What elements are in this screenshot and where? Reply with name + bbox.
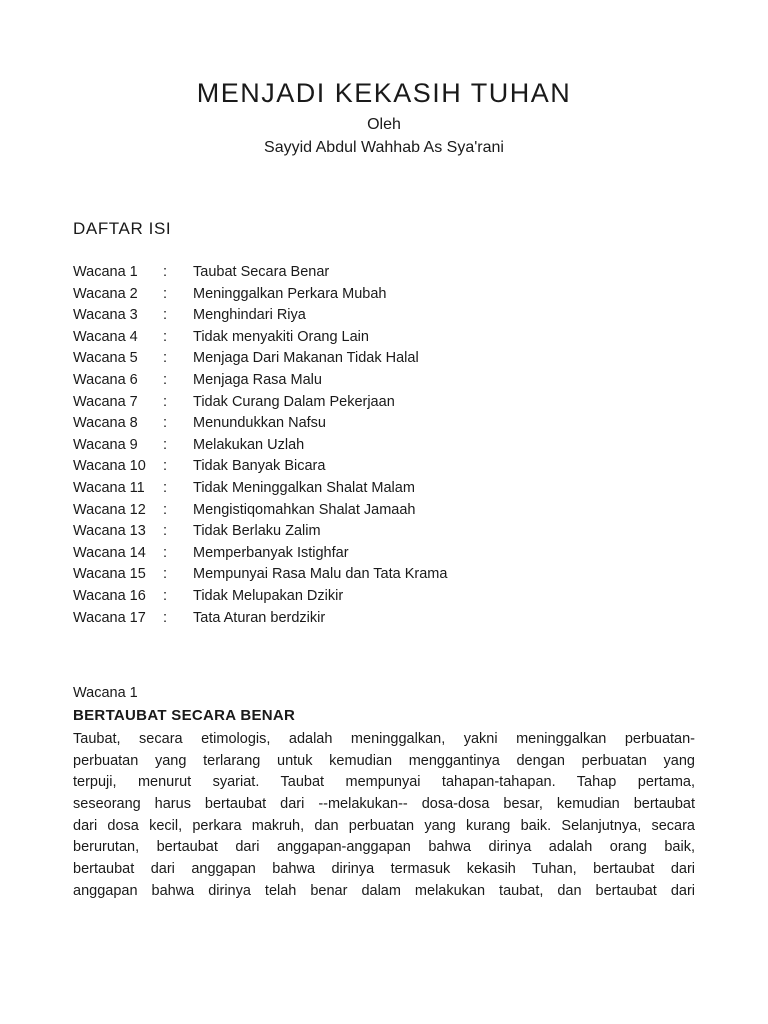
toc-item <box>73 284 693 306</box>
toc-item <box>73 370 693 392</box>
toc-item <box>73 478 693 500</box>
toc-item-title: Tidak Curang Dalam Pekerjaan <box>193 393 395 410</box>
paragraph-line: dari dosa kecil, perkara makruh, dan perbuatan yang kurang baik. Selanjutnya, secara <box>73 817 695 834</box>
toc-item-title: Tata Aturan berdzikir <box>193 609 326 626</box>
toc-item <box>73 413 693 435</box>
toc-item-title: Tidak menyakiti Orang Lain <box>193 328 369 345</box>
toc-item-number: Wacana 17 <box>73 609 146 626</box>
paragraph-line: berurutan, bertaubat dari anggapan-anggapan bahwa dirinya adalah orang baik, <box>73 839 695 856</box>
toc-item-separator: : <box>163 264 168 280</box>
paragraph-line: Taubat, secara etimologis, adalah meninggalkan, yakni meninggalkan perbuatan- <box>73 731 695 747</box>
toc-item <box>73 500 693 522</box>
paragraph-line: seseorang harus bertaubat dari --melakukan-- dosa-dosa besar, kemudian bertaubat <box>73 796 695 813</box>
toc-item-separator: : <box>163 350 168 367</box>
toc-item <box>73 543 693 565</box>
toc-heading: DAFTAR ISI <box>73 219 172 238</box>
toc-item-title: Mengistiqomahkan Shalat Jamaah <box>193 501 416 518</box>
toc-item-number: Wacana 4 <box>73 328 138 345</box>
toc-item <box>73 327 693 349</box>
toc-item-number: Wacana 7 <box>73 393 138 410</box>
paragraph-line: terpuji, menurut syariat. Taubat mempunyai tahapan-tahapan. Tahap pertama, <box>73 774 695 791</box>
toc-item-title: Tidak Melupakan Dzikir <box>193 587 344 604</box>
toc-item-number: Wacana 2 <box>73 285 138 302</box>
toc-item-separator: : <box>163 371 168 388</box>
toc-item-separator: : <box>163 458 168 475</box>
document-title: MENJADI KEKASIH TUHAN <box>196 78 572 108</box>
toc-item-separator: : <box>163 307 168 324</box>
toc-item-title: Menghindari Riya <box>193 307 306 324</box>
table-of-contents <box>73 262 693 629</box>
paragraph-line: perbuatan yang terlarang untuk kemudian menggantinya dengan perbuatan yang <box>73 752 695 769</box>
toc-item <box>73 262 693 284</box>
toc-item-number: Wacana 1 <box>73 264 138 280</box>
toc-item <box>73 521 693 543</box>
toc-item-separator: : <box>163 479 168 496</box>
toc-item-separator: : <box>163 587 168 604</box>
section-heading: BERTAUBAT SECARA BENAR <box>73 707 296 724</box>
toc-item-separator: : <box>163 609 168 626</box>
toc-item-number: Wacana 16 <box>73 587 146 604</box>
toc-item <box>73 456 693 478</box>
toc-item-number: Wacana 8 <box>73 415 138 432</box>
toc-item-number: Wacana 10 <box>73 458 146 475</box>
toc-item-separator: : <box>163 436 168 453</box>
toc-item-title: Tidak Banyak Bicara <box>193 458 326 475</box>
section-body <box>73 729 695 903</box>
toc-item <box>73 435 693 457</box>
toc-item-separator: : <box>163 566 168 583</box>
toc-item-number: Wacana 15 <box>73 566 146 583</box>
by-label: Oleh <box>367 116 401 133</box>
toc-item-number: Wacana 13 <box>73 523 146 540</box>
paragraph-line: bertaubat dari anggapan bahwa dirinya termasuk kekasih Tuhan, bertaubat dari <box>73 861 695 878</box>
toc-item-separator: : <box>163 523 168 540</box>
toc-item-title: Tidak Meninggalkan Shalat Malam <box>193 479 415 496</box>
toc-item <box>73 348 693 370</box>
toc-item-separator: : <box>163 501 168 518</box>
toc-item-number: Wacana 5 <box>73 350 138 367</box>
toc-item-separator: : <box>163 415 168 432</box>
toc-item <box>73 564 693 586</box>
toc-item-separator: : <box>163 544 168 561</box>
toc-item <box>73 305 693 327</box>
toc-item-title: Taubat Secara Benar <box>193 264 330 280</box>
toc-item-number: Wacana 3 <box>73 307 138 324</box>
paragraph-line: anggapan bahwa dirinya telah benar dalam melakukan taubat, dan bertaubat dari <box>73 882 695 899</box>
toc-item <box>73 608 693 630</box>
section-label: Wacana 1 <box>73 685 138 701</box>
toc-item-title: Menjaga Dari Makanan Tidak Halal <box>193 350 419 367</box>
toc-item <box>73 586 693 608</box>
author-name: Sayyid Abdul Wahhab As Sya'rani <box>264 139 504 156</box>
toc-item-title: Memperbanyak Istighfar <box>193 544 349 561</box>
toc-item-title: Mempunyai Rasa Malu dan Tata Krama <box>193 566 448 583</box>
toc-item-number: Wacana 6 <box>73 371 138 388</box>
toc-item-number: Wacana 12 <box>73 501 146 518</box>
toc-item-number: Wacana 11 <box>73 479 145 496</box>
toc-item-title: Menundukkan Nafsu <box>193 415 326 432</box>
toc-item-separator: : <box>163 393 168 410</box>
toc-item-title: Melakukan Uzlah <box>193 436 305 453</box>
toc-item-separator: : <box>163 285 168 302</box>
toc-item-separator: : <box>163 328 168 345</box>
toc-item <box>73 392 693 414</box>
toc-item-title: Menjaga Rasa Malu <box>193 371 322 388</box>
toc-item-number: Wacana 14 <box>73 544 146 561</box>
toc-item-title: Tidak Berlaku Zalim <box>193 523 321 540</box>
toc-item-title: Meninggalkan Perkara Mubah <box>193 285 387 302</box>
toc-item-number: Wacana 9 <box>73 436 138 453</box>
